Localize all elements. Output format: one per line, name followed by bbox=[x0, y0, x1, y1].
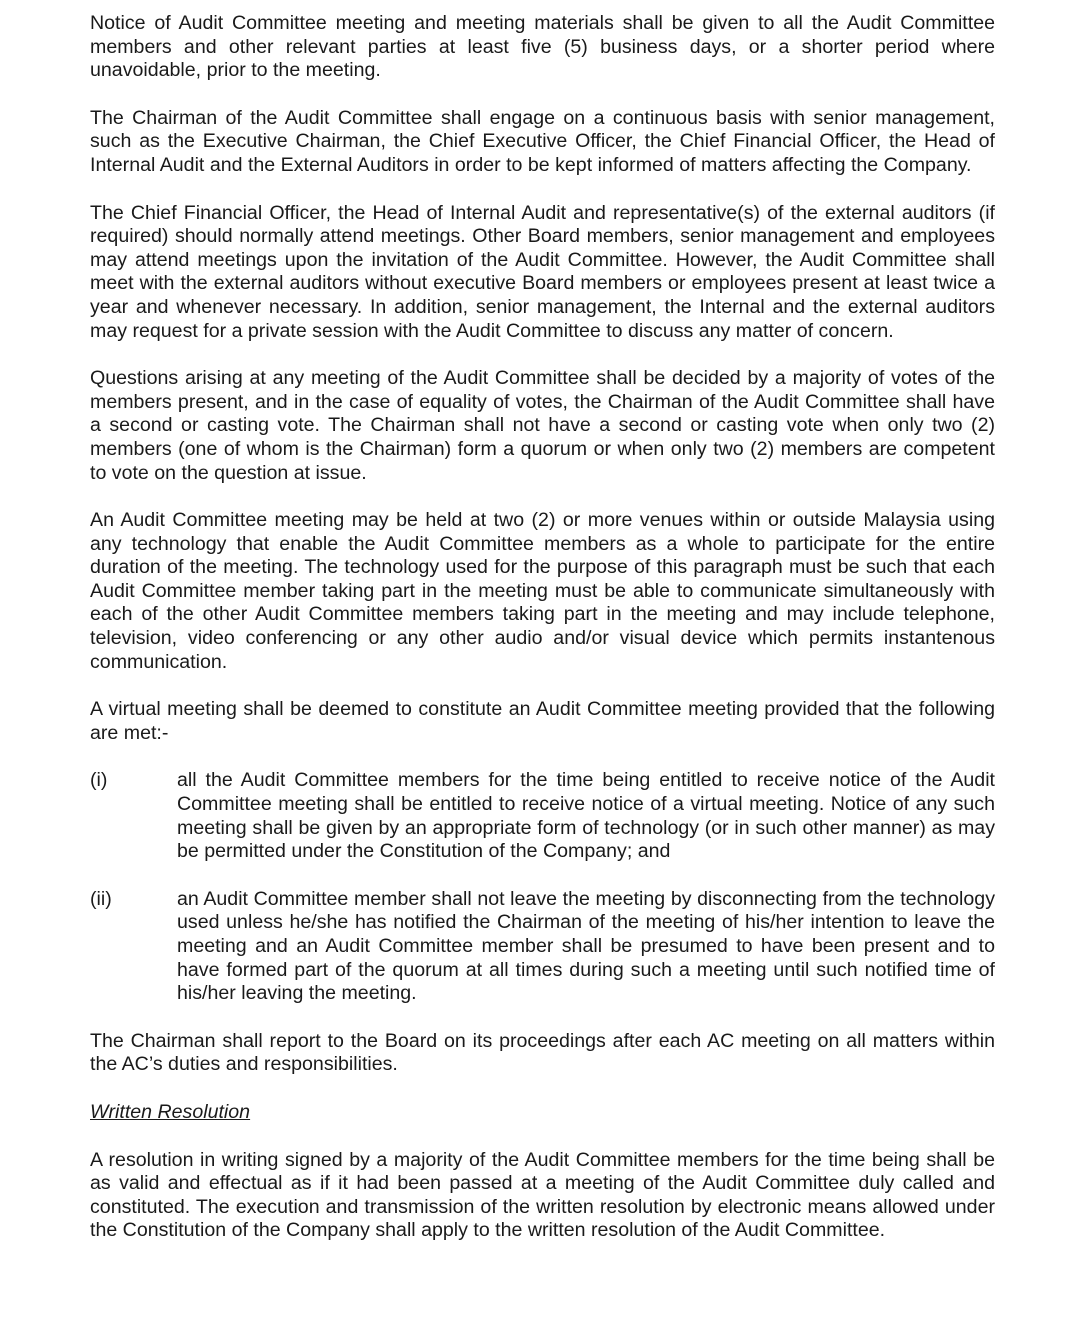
list-item-text: an Audit Committee member shall not leave the meeting by disconnecting from the technology used unless he/she has notified the Chairman of the meeting of his/her intention to leave the meeting and an Audit Committee member shall be presumed to have been present and to have formed part of the quorum at all times during such a meeting until such notified time of his/her leaving the meeting. bbox=[177, 887, 995, 1005]
paragraph-chairman-engagement: The Chairman of the Audit Committee shall engage on a continuous basis with senior management, such as the Executive Chairman, the Chief Executive Officer, the Chief Financial Officer, the Head of Internal Audit and the External Auditors in order to be kept informed of matters affecting the Company. bbox=[90, 106, 995, 176]
list-item-text: all the Audit Committee members for the time being entitled to receive notice of the Audit Committee meeting shall be entitled to receive notice of a virtual meeting. Notice of any such meeting shall be given by an appropriate form of technology (or in such other manner) as may be permitted under the Constitution of the Company; and bbox=[177, 769, 995, 863]
paragraph-voting: Questions arising at any meeting of the Audit Committee shall be decided by a majority of votes of the members present, and in the case of equality of votes, the Chairman of the Audit Committee shall have a second or casting vote. The Chairman shall not have a second or casting vote when only two (2) members (one of whom is the Chairman) form a quorum or when only two (2) members are competent to vote on the question at issue. bbox=[90, 367, 995, 484]
paragraph-written-resolution: A resolution in writing signed by a majority of the Audit Committee members for the time being shall be as valid and effectual as if it had been passed at a meeting of the Audit Committee duly called and constituted. The execution and transmission of the written resolution by electronic means allowed under the Constitution of the Company shall apply to the written resolution of the Audit Committee. bbox=[90, 1148, 995, 1242]
list-marker: (ii) bbox=[90, 887, 112, 910]
paragraph-meeting-attendance: The Chief Financial Officer, the Head of Internal Audit and representative(s) of the external auditors (if required) should normally attend meetings. Other Board members, senior management and employees may attend meetings upon the invitation of the Audit Committee. However, the Audit Committee shall meet with the external auditors without executive Board members or employees present at least twice a year and whenever necessary. In addition, senior management, the Internal and the external auditors may request for a private session with the Audit Committee to discuss any matter of concern. bbox=[90, 201, 995, 342]
section-heading: Written Resolution bbox=[90, 1100, 251, 1123]
paragraph-meeting-notice: Notice of Audit Committee meeting and meeting materials shall be given to all the Audit Committee members and other relevant parties at least five (5) business days, or a shorter period where unavoidable, prior to the meeting. bbox=[90, 12, 995, 82]
list-marker: (i) bbox=[90, 769, 108, 792]
paragraph-virtual-meeting: A virtual meeting shall be deemed to constitute an Audit Committee meeting provided that the following are met:- bbox=[90, 698, 995, 744]
list-item bbox=[90, 888, 995, 1006]
list-item bbox=[90, 769, 995, 863]
paragraph-venues-technology: An Audit Committee meeting may be held at two (2) or more venues within or outside Malaysia using any technology that enable the Audit Committee members as a whole to participate for the entire duration of the meeting. The technology used for the purpose of this paragraph must be such that each Audit Committee member taking part in the meeting must be able to communicate simultaneously with each of the other Audit Committee members taking part in the meeting and may include telephone, television, video conferencing or any other audio and/or visual device which permits instantenous communication. bbox=[90, 509, 995, 673]
paragraph-board-report: The Chairman shall report to the Board on its proceedings after each AC meeting on all matters within the AC’s duties and responsibilities. bbox=[90, 1029, 995, 1076]
document-page bbox=[90, 12, 995, 1267]
